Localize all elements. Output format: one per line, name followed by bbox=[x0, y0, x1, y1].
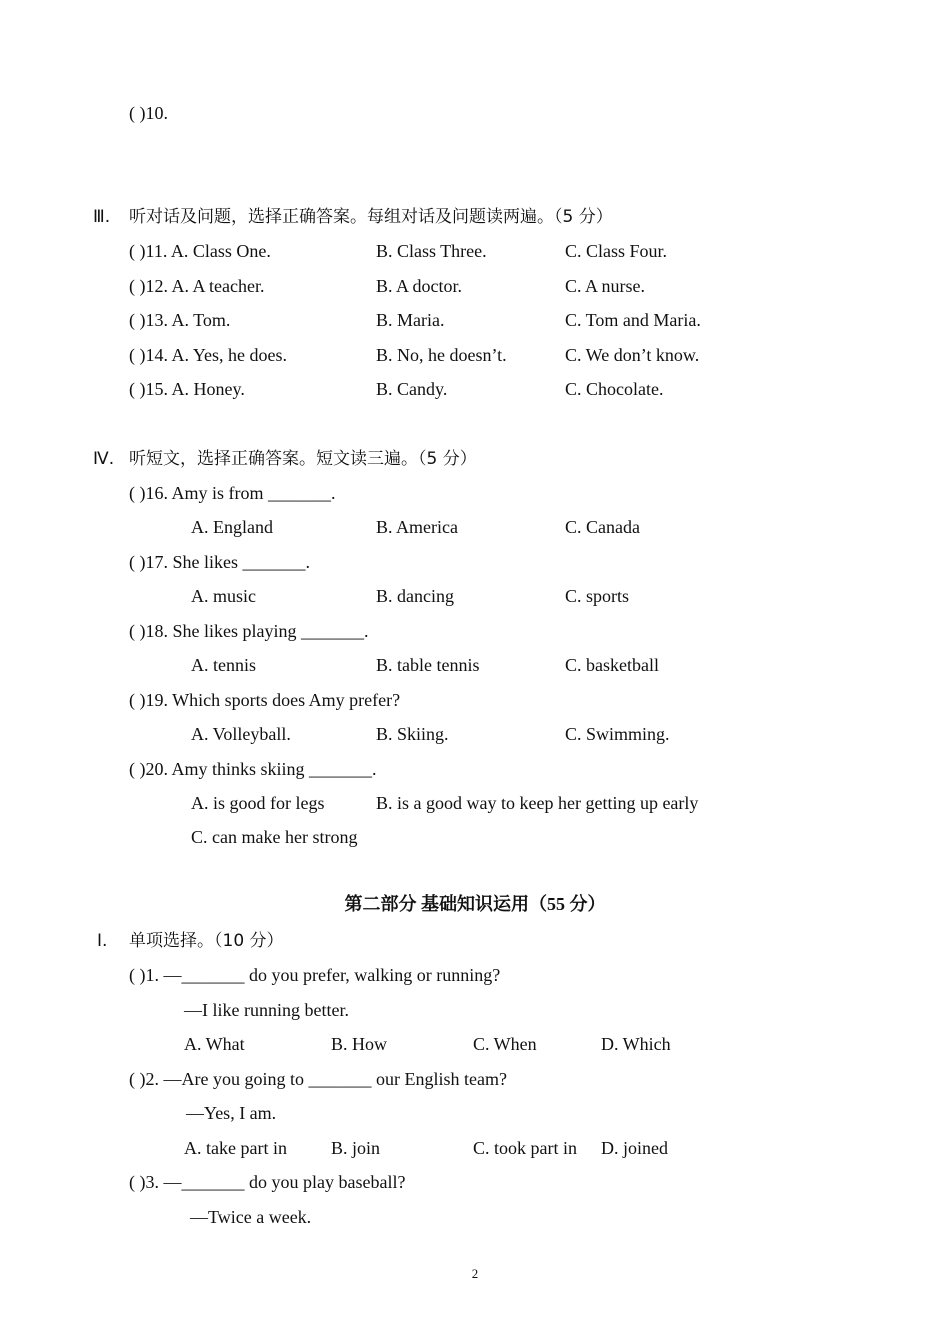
option-16-a: A. England bbox=[191, 517, 273, 537]
question-10: ( )10. bbox=[129, 103, 168, 123]
mc-question-1-reply: —I like running better. bbox=[184, 1000, 349, 1020]
page-number: 2 bbox=[471, 1266, 479, 1281]
mc-1-option-d: D. Which bbox=[601, 1034, 671, 1054]
mc-2-option-c: C. took part in bbox=[473, 1138, 577, 1158]
option-16-c: C. Canada bbox=[565, 517, 640, 537]
option-17-a: A. music bbox=[191, 586, 256, 606]
question-18: ( )18. She likes playing _______. bbox=[129, 621, 369, 641]
option-17-b: B. dancing bbox=[376, 586, 454, 606]
question-14: ( )14. A. Yes, he does. bbox=[129, 345, 288, 365]
option-16-b: B. America bbox=[376, 517, 458, 537]
part-2-section-1-roman: Ⅰ. bbox=[97, 931, 108, 951]
question-13: ( )13. A. Tom. bbox=[129, 310, 231, 330]
mc-1-option-a: A. What bbox=[184, 1034, 245, 1054]
option-20-c: C. can make her strong bbox=[191, 827, 358, 847]
option-18-b: B. table tennis bbox=[376, 655, 480, 675]
mc-question-3-reply: —Twice a week. bbox=[190, 1207, 312, 1227]
question-16: ( )16. Amy is from _______. bbox=[129, 483, 336, 503]
question-12: ( )12. A. A teacher. bbox=[129, 276, 265, 296]
section-4-roman: Ⅳ. bbox=[93, 449, 115, 469]
mc-question-3: ( )3. —_______ do you play baseball? bbox=[129, 1172, 406, 1192]
part-2-section-1-heading: 单项选择。（10 分） bbox=[129, 931, 284, 951]
option-20-a: A. is good for legs bbox=[191, 793, 325, 813]
option-12-b: B. A doctor. bbox=[376, 276, 463, 296]
option-20-b: B. is a good way to keep her getting up early bbox=[376, 793, 699, 813]
option-15-c: C. Chocolate. bbox=[565, 379, 664, 399]
option-15-b: B. Candy. bbox=[376, 379, 448, 399]
option-11-b: B. Class Three. bbox=[376, 241, 487, 261]
option-13-b: B. Maria. bbox=[376, 310, 445, 330]
part-2-title: 第二部分 基础知识运用（55 分） bbox=[344, 894, 606, 914]
option-19-b: B. Skiing. bbox=[376, 724, 449, 744]
option-14-b: B. No, he doesn’t. bbox=[376, 345, 507, 365]
question-11: ( )11. A. Class One. bbox=[129, 241, 271, 261]
section-3-roman: Ⅲ. bbox=[93, 207, 111, 227]
mc-question-1: ( )1. —_______ do you prefer, walking or running? bbox=[129, 965, 501, 985]
section-4-heading: 听短文，选择正确答案。短文读三遍。（5 分） bbox=[129, 449, 477, 469]
option-11-c: C. Class Four. bbox=[565, 241, 668, 261]
option-13-c: C. Tom and Maria. bbox=[565, 310, 701, 330]
question-19: ( )19. Which sports does Amy prefer? bbox=[129, 690, 401, 710]
question-20: ( )20. Amy thinks skiing _______. bbox=[129, 759, 377, 779]
mc-1-option-c: C. When bbox=[473, 1034, 537, 1054]
option-14-c: C. We don’t know. bbox=[565, 345, 700, 365]
option-18-c: C. basketball bbox=[565, 655, 659, 675]
option-19-c: C. Swimming. bbox=[565, 724, 670, 744]
option-19-a: A. Volleyball. bbox=[191, 724, 291, 744]
section-3-heading: 听对话及问题，选择正确答案。每组对话及问题读两遍。（5 分） bbox=[129, 207, 613, 227]
option-17-c: C. sports bbox=[565, 586, 630, 606]
mc-question-2: ( )2. —Are you going to _______ our English team? bbox=[129, 1069, 507, 1089]
question-15: ( )15. A. Honey. bbox=[129, 379, 245, 399]
mc-2-option-a: A. take part in bbox=[184, 1138, 287, 1158]
mc-2-option-b: B. join bbox=[331, 1138, 381, 1158]
option-18-a: A. tennis bbox=[191, 655, 256, 675]
mc-1-option-b: B. How bbox=[331, 1034, 388, 1054]
question-17: ( )17. She likes _______. bbox=[129, 552, 310, 572]
mc-question-2-reply: —Yes, I am. bbox=[186, 1103, 277, 1123]
mc-2-option-d: D. joined bbox=[601, 1138, 668, 1158]
option-12-c: C. A nurse. bbox=[565, 276, 646, 296]
